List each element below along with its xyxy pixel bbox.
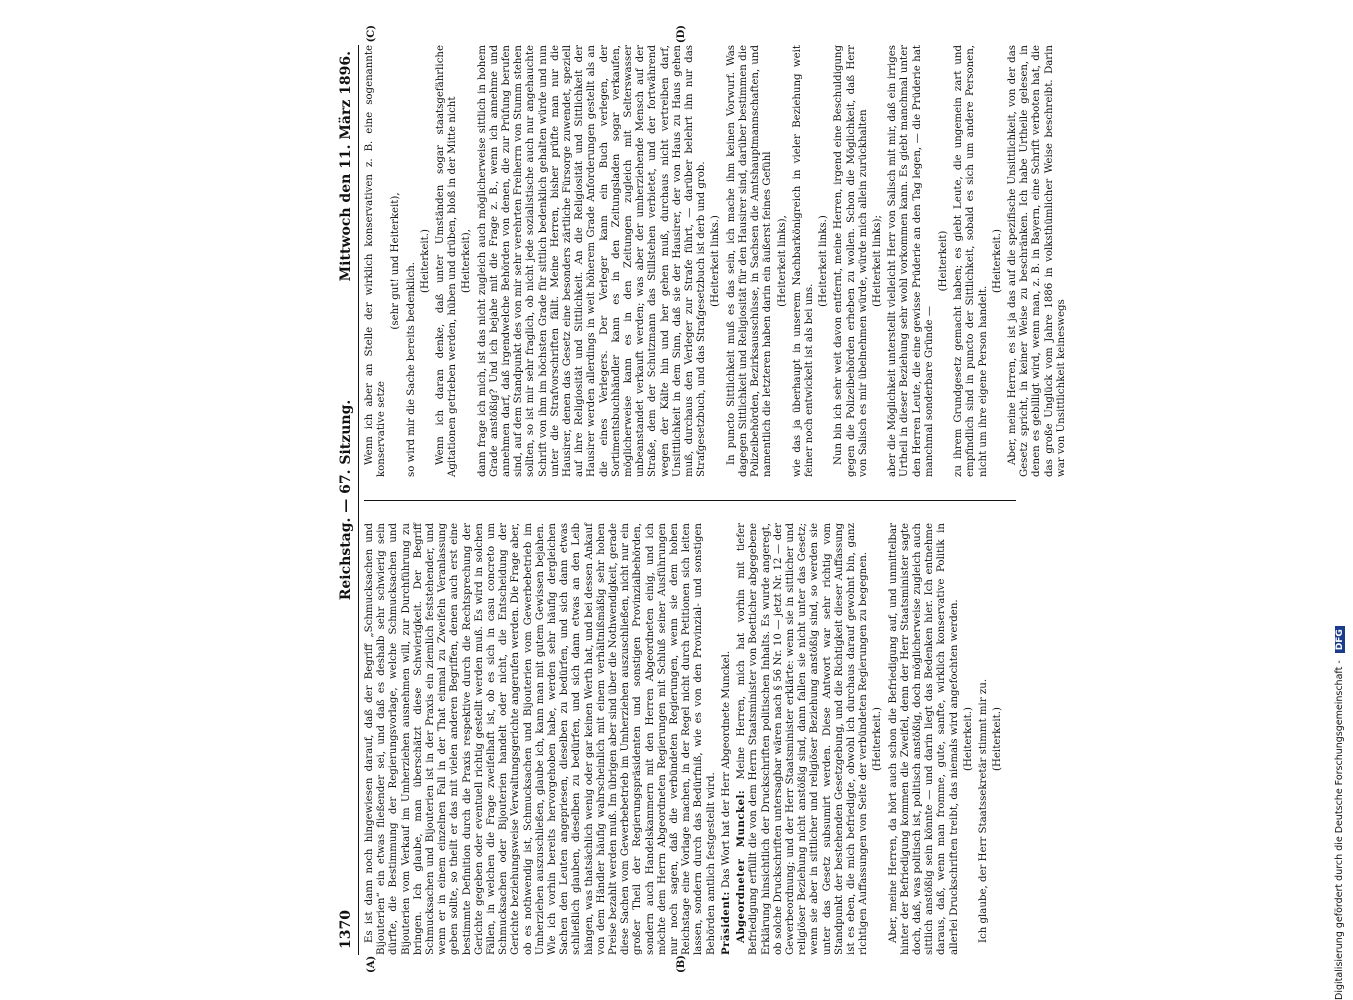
speech-intro bbox=[735, 523, 870, 955]
speech-intro bbox=[720, 523, 733, 955]
audience-reaction: (Heiterkeit links), bbox=[776, 215, 788, 307]
page-number: 1370 bbox=[338, 910, 354, 949]
audience-reaction: (Heiterkeit.) bbox=[991, 229, 1003, 293]
paragraph: dann frage ich mich, ist das nicht zugleich auch möglicherweise sittlich in hohem Grade anstößig? Und ich bejahe mit die Frage z. B., wenn ich annehme und annehmen darf, daß irgendwelche Behörden von denen, die zur Prüfung berufen sind, auf dem Standpunkt des von mir sehr verehrten Freiherrn von Stumm stehen sollten, so ist mir sehr fraglich, ob nicht jede sozialistische auch nur angehauchte Schrift von ihm im höchsten Grade für sittlich bedenklich gehalten würde und nun unter die Strafvorschriften fällt. Meine Herren, bisher prüfte man nur die Hausirer, denen das Gesetz eine besonders zärtliche Fürsorge zuwendet, speziell auf ihre Religiosität und Sittlichkeit. An die Religiosität und Sittlichkeit der Hausirer werden allerdings in weit höherem Grade Anforderungen gestellt als an die eines Verlegers. Der Verleger kann ein Buch verlegen, der Sortimentsbuchhändler kann es in den Zeitungsladen sogar verkaufen, möglicherweise kann es in den Zeitungen zugleich mit Selterswasser unbeanstandet verkauft werden; was aber der umherziehende Mensch auf der Straße, dem der Schutzmann das Stillstehen verbietet, und der fortwährend wegen der Kälte hin und her gehen muß, durchaus nicht vertreiben darf, Unsittlichkeit in dem Sinn, daß sie der Hausirer, der von Haus zu Haus gehen muß, durchaus den Verleger zur Strafe führt, — darüber belehrt ihn nur das Strafgesetzbuch, und das Strafgesetzbuch ist derb und grob. bbox=[476, 45, 708, 477]
audience-reaction: (Heiterkeit links.) bbox=[818, 215, 830, 307]
margin-marker-c: (C) bbox=[366, 25, 377, 43]
audience-reaction: (Heiterkeit.) bbox=[872, 707, 884, 771]
speaker-name: Abgeordneter Munckel: bbox=[735, 789, 748, 943]
left-column bbox=[364, 523, 1016, 955]
audience-reaction: (Heiterkeit.) bbox=[992, 707, 1004, 771]
page-header bbox=[336, 45, 359, 955]
paragraph: Wenn ich aber an Stelle der wirklich konservativen z. B. eine sogenannte konservative setze bbox=[364, 45, 388, 477]
paragraph: Aber, meine Herren, es ist ja das auf die spezifische Unsittlichkeit, von der das Gesetz spricht, in keiner Weise zu beschränken. Ich habe Urtheile gelesen, in denen es gebilligt wird, wenn man, z. B. in Bayern, eine Schrift verboten hat, die das große Unglück vom Jahre 1886 in volksthümlicher Weise beschreibt. Darin war von Unsittlichkeit keineswegs bbox=[1006, 45, 1067, 477]
paragraph: Wenn ich daran denke, daß unter Umständen sogar staatsgefährliche Agitationen getrieben werden, hüben und drüben, bloß in der Mitte nicht bbox=[435, 45, 459, 477]
paragraph: Das Wort hat der Herr Abgeordnete Munckel. bbox=[720, 650, 732, 889]
paragraph: Aber, meine Herren, da hört auch schon die Befriedigung auf, und unmittelbar hinter der Befriedigung kommen die Zweifel, denn der Herr Staatsminister sagte doch, daß, was politisch ist, politisch anstößig, doch möglicherweise zugleich auch sittlich anstößig sein könnte — und darin liegt das Bedenken hier. Ich entnehme daraus, daß, wenn man fromme, gute, sanfte, wirklich konservative Politik in allerlei Druckschriften treibt, das niemals wird angefochten werden. bbox=[887, 523, 960, 955]
audience-reaction: (Heiterkeit links); bbox=[871, 215, 883, 307]
audience-reaction: (Heiterkeit) bbox=[937, 230, 949, 292]
paragraph: wie das ja überhaupt in unserem Nachbarkönigreich in vieler Beziehung weit feiner noch entwickelt ist als bei uns. bbox=[791, 45, 815, 477]
paragraph: Es ist dann noch hingewiesen darauf, daß der Begriff „Schmucksachen und Bijouterien“ ein etwas fließender sei, und daß es deshalb sehr schwierig sein dürfte, die Bestimmung der Regierungsvorlage, welche Schmucksachen und Bijouterien vom Verkauf im Umherziehen ausnehmen will, zur Durchführung zu bringen. Ich glaube, man überschätzt diese Schwierigkeit. Der Begriff Schmucksachen und Bijouterien ist in der Praxis ein ziemlich feststehender, und wenn er in einem einzelnen Fall in der That einmal zu Zweifeln Veranlassung geben sollte, so theilt er das mit vielen anderen Begriffen, denen auch erst eine bestimmte Definition durch die Praxis respektive durch die Rechtsprechung der Gerichte gegeben oder eventuell richtig gestellt werden muß. Es wird in solchen Fällen, in welchen die Frage zweifelhaft ist, ob es sich in casu concreto um Schmucksachen oder Bijouterien handelt oder nicht, die Entscheidung der Gerichte beziehungsweise Verwaltungsgerichte angerufen werden. Die Frage aber, ob es nothwendig ist, Schmucksachen und Bijouterien vom Gewerbebetrieb im Umherziehen auszuschließen, glaube ich, kann man mit gutem Gewissen bejahen. Wie ich vorhin bereits hervorgehoben habe, werden sehr häufig dergleichen Sachen den Leuten angepriesen, dieselben zu bedürfen, und sich dann etwas schließlich glauben, dieselben zu bedürfen, und sich dann etwas an den Leib hängen, was thatsächlich wenig oder gar keinen Werth hat, und bei dessen Ankauf von dem Händler häufig wahrscheinlich mit einem verhältnißmäßig sehr hohen Preise bezahlt werden muß. Im übrigen aber sind über die Nothwendigkeit, gerade diese Sachen vom Gewerbebetrieb im Umherziehen auszuschließen, nicht nur ein großer Theil der Regierungspräsidenten und sonstigen Provinzialbehörden, sondern auch Handelskammern mit den Herren Abgeordneten einig, und ich möchte dem Herrn Abgeordneten Regierungen mit Schluß seiner Ausführungen nur noch sagen, daß die verbündeten Regierungen, wenn sie dem hohen Reichstage eine Vorlage machen, in der Regel nicht durch Petitionen sich leiten lassen, sondern durch das Bedürfniß, wie es von den Provinzial- und sonstigen Behörden amtlich festgestellt wird. bbox=[364, 523, 717, 955]
paragraph: Nun bin ich sehr weit davon entfernt, meine Herren, irgend eine Beschuldigung gegen die Polizeibehörden erheben zu wollen. Schon die Möglichkeit, daß Herr von Salisch es mir übelnehmen würde, würde mich allein zurückhalten bbox=[833, 45, 869, 477]
speaker-name: Präsident: bbox=[719, 891, 732, 955]
audience-reaction: (Heiterkeit.) bbox=[419, 229, 431, 293]
audience-reaction: (Heiterkeit.) bbox=[962, 707, 974, 771]
session-title: Reichstag. — 67. Sitzung. bbox=[338, 399, 354, 601]
audience-reaction: (Heiterkeit links.) bbox=[710, 215, 722, 307]
right-column bbox=[364, 45, 1067, 477]
paragraph: Ich glaube, der Herr Staatssekretär stimmt mir zu. bbox=[977, 678, 989, 943]
margin-marker-b: (B) bbox=[676, 955, 687, 973]
dfg-logo: DFG bbox=[1335, 626, 1345, 653]
paragraph: Meine Herren, mich hat vorhin mit tiefer Befriedigung erfüllt die von dem Herrn Staatsminister von Boetticher abgegebene Erklärung hinsichtlich der Druckschriften politischen Inhalts. Es wurde angeregt, ob solche Druckschriften untersagbar wären nach § 56 Nr. 10 — jetzt Nr. 12 — der Gewerbeordnung; und der Herr Staatsminister erklärte: wenn sie in sittlicher und religiöser Beziehung nicht anstößig sind, dann fallen sie nicht unter das Gesetz; wenn sie aber in sittlicher und religiöser Beziehung anstößig sind, so werden sie unter das Gesetz subsumirt werden. Diese Antwort war sehr richtig vom Standpunkt der bestehenden Gesetzgebung, und die Richtigkeit dieser Auffassung ist es eben, die mich befriedigte, obwohl ich durchaus darauf gewohnt bin, ganz richtigen Auffassungen von Seite der verbündeten Regierungen zu begegnen. bbox=[736, 523, 870, 955]
paragraph: In puncto Sittlichkeit muß es das sein, ich mache ihm keinen Vorwurf. Was dagegen Sittlichkeit und Religiosität für den Hausirer sind, darüber bestimmen die Polizeibehörden, Bezirksausschüsse, in Sachsen die Amtshauptmannschaften, und namentlich die letzteren haben darin ein äußerst feines Gefühl bbox=[725, 45, 774, 477]
session-date: Mittwoch den 11. März 1896. bbox=[338, 51, 354, 282]
margin-marker-a: (A) bbox=[366, 955, 377, 973]
scanned-page bbox=[336, 25, 1067, 973]
digitization-credit bbox=[1334, 0, 1350, 1000]
audience-reaction: (sehr gut! und Heiterkeit), bbox=[390, 192, 402, 330]
paragraph: so wird mir die Sache bereits bedenklich. bbox=[405, 262, 417, 477]
audience-reaction: (Heiterkeit), bbox=[461, 229, 473, 293]
paragraph: aber die Möglichkeit unterstellt vielleicht Herr von Salisch mit mir, daß ein irriges Urtheil in dieser Beziehung sehr wohl vorkommen kann. Es giebt manchmal unter den Herren Leute, die eine gewisse Prüderie an den Tag legen, — die Prüderie hat manchmal sonderbare Gründe — bbox=[887, 45, 935, 477]
column-divider bbox=[364, 500, 1016, 501]
paragraph: zu ihrem Grundgesetz gemacht haben; es giebt Leute, die ungemein zart und empfindlich sind in puncto der Sittlichkeit, sobald es sich um andere Personen, nicht um ihre eigene Person handelt. bbox=[953, 45, 989, 477]
margin-marker-d: (D) bbox=[676, 25, 687, 44]
credit-text: Digitalisierung gefördert durch die Deutsche Forschungsgemeinschaft - bbox=[1334, 660, 1345, 1000]
